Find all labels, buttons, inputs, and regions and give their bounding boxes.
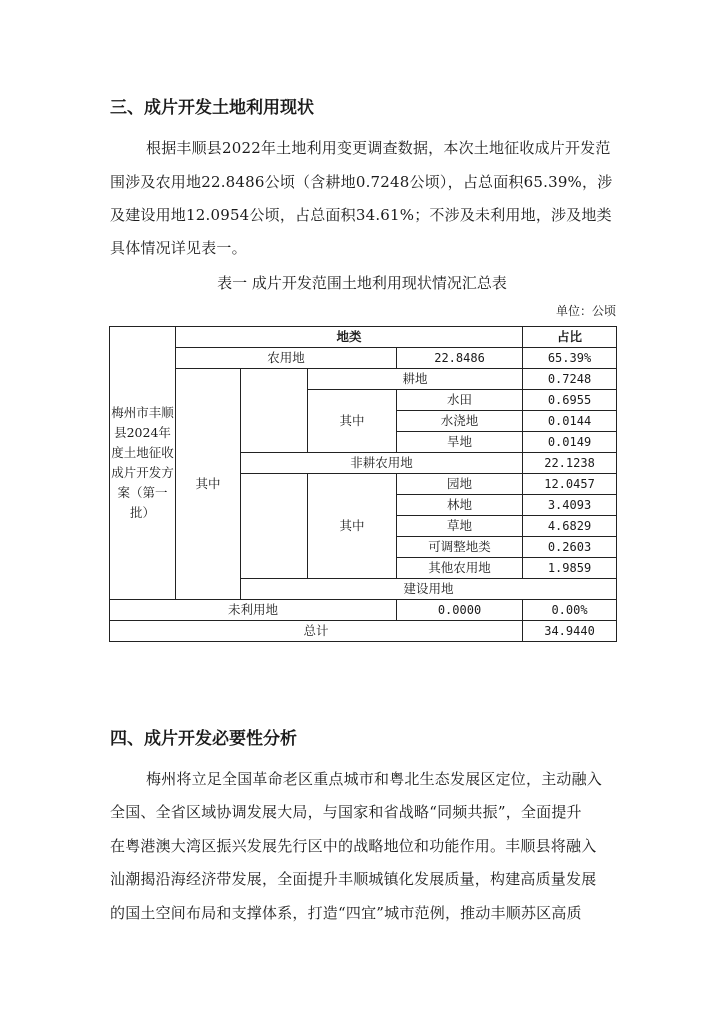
table-row: [110, 348, 617, 369]
row-area: 0.0000: [397, 600, 523, 621]
row-area: 0.6955: [523, 390, 617, 411]
section-3-paragraph-line: 具体情况详见表一。: [110, 239, 247, 257]
section-4-paragraph-line: 的国土空间布局和支撑体系，打造“四宜”城市范例，推动丰顺苏区高质: [110, 904, 582, 922]
header-ratio: 占比: [523, 327, 617, 348]
row-name: 非耕农用地: [241, 453, 523, 474]
row-name: 草地: [397, 516, 523, 537]
table-row: [110, 369, 617, 390]
section-4-paragraph-line: 汕潮揭沿海经济带发展，全面提升丰顺城镇化发展质量，构建高质量发展: [110, 870, 597, 888]
row-name: 未利用地: [110, 600, 397, 621]
table-unit: 单位：公顷: [555, 304, 616, 318]
section-3-paragraph-line: 及建设用地12.0954公顷，占总面积34.61%；不涉及未利用地，涉及地类: [110, 206, 612, 224]
row-name: 园地: [397, 474, 523, 495]
total-label: 总计: [110, 621, 523, 642]
header-land-type: 地类: [176, 327, 523, 348]
row-name: 水浇地: [397, 411, 523, 432]
section-3-paragraph-line: 围涉及农用地22.8486公顷（含耕地0.7248公顷），占总面积65.39%，涉: [110, 173, 613, 191]
row-area: 0.0149: [523, 432, 617, 453]
land-use-table: [109, 326, 617, 642]
qizhong-spacer: [241, 369, 308, 453]
row-area: 22.8486: [397, 348, 523, 369]
row-name: 其他农用地: [397, 558, 523, 579]
qizhong-spacer: [241, 474, 308, 579]
row-area: 0.0144: [523, 411, 617, 432]
table-header-row: [110, 327, 617, 348]
table-caption: 表一 成片开发范围土地利用现状情况汇总表: [217, 274, 507, 292]
table-total-row: [110, 621, 617, 642]
row-name: 可调整地类: [397, 537, 523, 558]
row-name: 林地: [397, 495, 523, 516]
section-4-paragraph-line: 梅州将立足全国革命老区重点城市和粤北生态发展区定位，主动融入: [146, 770, 603, 788]
qizhong-label: 其中: [308, 474, 397, 579]
row-pct: 0.00%: [523, 600, 617, 621]
section-3-heading: 三、成片开发土地利用现状: [110, 98, 314, 118]
row-name: 旱地: [397, 432, 523, 453]
row-area: 0.7248: [523, 369, 617, 390]
row-area: 1.9859: [523, 558, 617, 579]
section-4-heading: 四、成片开发必要性分析: [110, 729, 297, 749]
row-pct: 65.39%: [523, 348, 617, 369]
total-area: 34.9440: [523, 621, 617, 642]
row-area: 12.0457: [523, 474, 617, 495]
row-area: 4.6829: [523, 516, 617, 537]
section-3-paragraph-line: 根据丰顺县2022年土地利用变更调查数据，本次土地征收成片开发范: [146, 139, 611, 157]
row-area: 0.2603: [523, 537, 617, 558]
section-4-paragraph-line: 在粤港澳大湾区振兴发展先行区中的战略地位和功能作用。丰顺县将融入: [110, 837, 597, 855]
row-area: 22.1238: [523, 453, 617, 474]
section-4-paragraph-line: 全国、全省区域协调发展大局，与国家和省战略“同频共振”，全面提升: [110, 803, 582, 821]
project-name-cell: 梅州市丰顺县2024年度土地征收成片开发方案（第一批）: [110, 327, 176, 600]
table-row: [110, 600, 617, 621]
row-area: 3.4093: [523, 495, 617, 516]
qizhong-label: 其中: [308, 390, 397, 453]
row-name: 水田: [397, 390, 523, 411]
row-name: 耕地: [308, 369, 523, 390]
row-name: 建设用地: [241, 579, 617, 600]
row-name: 农用地: [176, 348, 397, 369]
qizhong-label: 其中: [176, 369, 241, 600]
